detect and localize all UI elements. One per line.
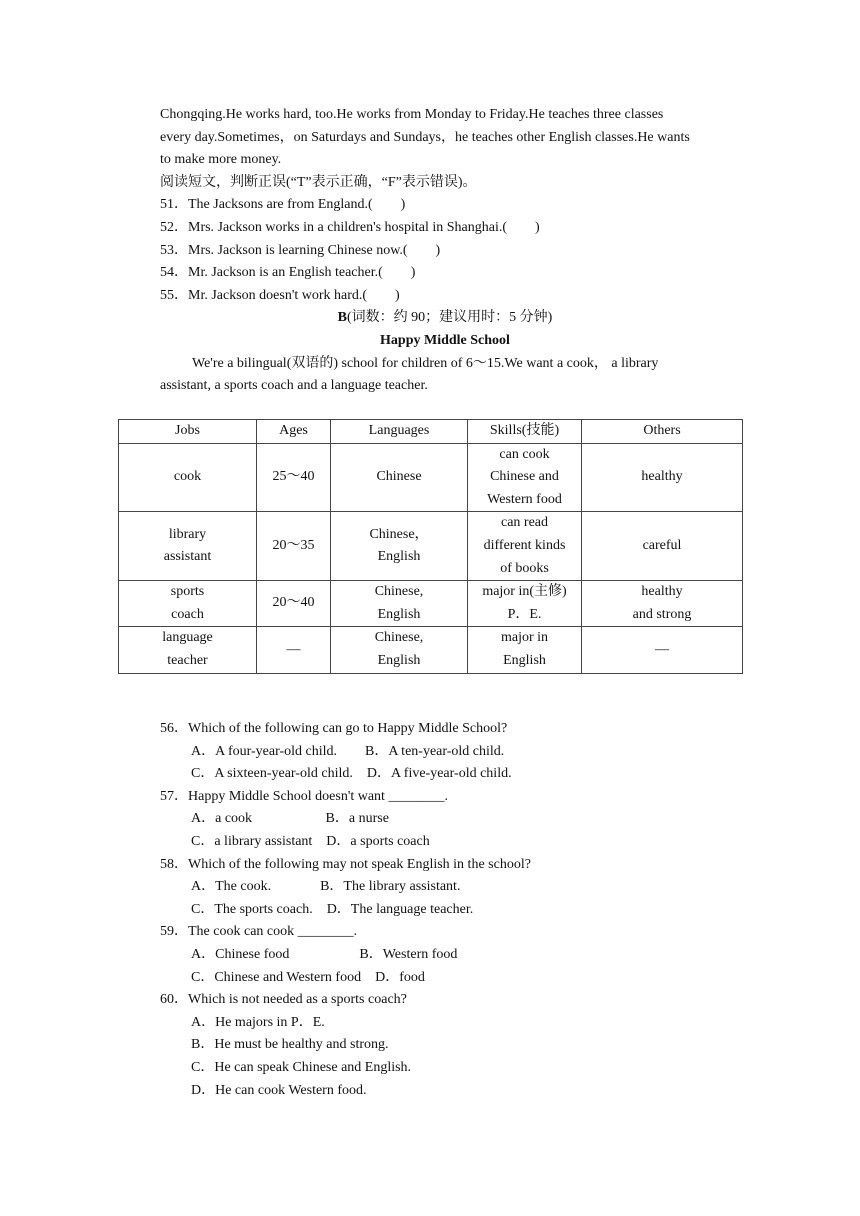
header-skills: Skills(技能)	[468, 420, 582, 444]
header-ages: Ages	[257, 420, 331, 444]
table-cell	[468, 627, 582, 673]
table-cell	[468, 512, 582, 581]
table-cell-line: assistant	[163, 549, 212, 565]
question-option-line: A．Chinese food B．Western food	[191, 946, 458, 962]
table-cell-line: Chinese,	[374, 584, 424, 600]
instruction: 阅读短文，判断正误(“T”表示正确，“F”表示错误)。	[160, 174, 477, 190]
table-cell	[119, 443, 257, 512]
table-cell-line: different kinds	[483, 537, 566, 553]
table-header-row	[119, 420, 743, 444]
table-row	[119, 581, 743, 627]
jobs-table	[118, 419, 743, 674]
table-cell	[468, 581, 582, 627]
table-cell-line: English	[377, 652, 421, 668]
header-jobs: Jobs	[119, 420, 257, 444]
table-cell	[119, 512, 257, 581]
question-option-line: C．Chinese and Western food D．food	[191, 969, 425, 985]
question-option-line: A．The cook. B．The library assistant.	[191, 879, 461, 895]
table-cell-line: major in	[500, 630, 549, 646]
table-cell-line: 20～35	[272, 537, 315, 553]
table-cell	[331, 512, 468, 581]
questions-section	[160, 718, 730, 1102]
table-cell-line: Chinese	[376, 469, 422, 485]
section-b-label: B	[337, 310, 347, 326]
section-b-para-line-1: We're a bilingual(双语的) school for children of 6～15.We want a cook， a library	[192, 355, 659, 371]
question-option-line: A．He majors in P．E.	[191, 1014, 325, 1030]
table-cell	[582, 627, 743, 673]
question-stem: 60．Which is not needed as a sports coach?	[160, 992, 407, 1008]
table-cell	[331, 581, 468, 627]
table-cell-line: —	[286, 641, 301, 657]
table-cell	[119, 581, 257, 627]
table-cell	[331, 627, 468, 673]
tf-item-55: 55．Mr. Jackson doesn't work hard.( )	[160, 287, 400, 303]
question-option-line: A．a cook B．a nurse	[191, 811, 389, 827]
table-cell-line: P．E.	[507, 606, 542, 622]
table-row	[119, 627, 743, 673]
table-cell	[582, 512, 743, 581]
header-others: Others	[582, 420, 743, 444]
question-option-line: D．He can cook Western food.	[191, 1082, 367, 1098]
table-cell-line: of books	[500, 560, 549, 576]
question-stem: 56．Which of the following can go to Happy Middle School?	[160, 721, 508, 736]
section-b-header	[160, 307, 730, 330]
table-cell-line: coach	[171, 606, 204, 622]
tf-item-51: 51．The Jacksons are from England.( )	[160, 197, 406, 213]
table-cell-line: cook	[173, 469, 202, 485]
table-cell	[257, 627, 331, 673]
table-cell-line: and strong	[632, 606, 692, 622]
table-cell-line: careful	[642, 537, 682, 553]
table-cell-line: 25～40	[272, 469, 315, 485]
question-stem: 58．Which of the following may not speak English in the school?	[160, 856, 531, 872]
question-option-line: C．The sports coach. D．The language teacher.	[191, 901, 474, 917]
intro-line-3: to make more money.	[160, 152, 282, 168]
question-option-line: C．a library assistant D．a sports coach	[191, 833, 430, 849]
table-cell-line: Chinese，	[369, 526, 429, 542]
table-cell-line: —	[655, 641, 669, 657]
table-cell-line: English	[377, 606, 421, 622]
table-row	[119, 443, 743, 512]
table-cell	[582, 581, 743, 627]
question-option-line: B．He must be healthy and strong.	[191, 1037, 389, 1053]
question-option-line: C．A sixteen-year-old child. D．A five-year-old child.	[191, 766, 512, 782]
table-cell-line: Chinese,	[374, 630, 424, 646]
table-cell	[582, 443, 743, 512]
table-cell-line: sports	[170, 584, 205, 600]
question-stem: 57．Happy Middle School doesn't want ________.	[160, 788, 448, 804]
table-cell-line: 20～40	[272, 595, 315, 611]
table-cell-line: Chinese and	[490, 469, 559, 485]
table-cell	[257, 512, 331, 581]
jobs-table-wrap	[118, 419, 742, 674]
tf-item-52: 52．Mrs. Jackson works in a children's hospital in Shanghai.( )	[160, 219, 540, 235]
table-cell	[468, 443, 582, 512]
table-cell-line: language	[162, 630, 213, 646]
table-cell	[257, 581, 331, 627]
intro-line-2: every day.Sometimes，on Saturdays and Sundays，he teaches other English classes.He wants	[160, 129, 690, 145]
table-cell-line: library	[168, 526, 207, 542]
table-cell	[331, 443, 468, 512]
question-option-line: C．He can speak Chinese and English.	[191, 1059, 412, 1075]
intro-line-1: Chongqing.He works hard, too.He works from Monday to Friday.He teaches three classes	[160, 107, 664, 122]
table-cell-line: English	[503, 652, 546, 668]
table-cell-line: healthy	[641, 469, 683, 485]
tf-item-53: 53．Mrs. Jackson is learning Chinese now.( )	[160, 242, 441, 258]
table-row	[119, 512, 743, 581]
table-cell-line: can cook	[499, 446, 550, 462]
passage-a-section	[160, 104, 730, 398]
section-b-title: Happy Middle School	[380, 332, 510, 348]
table-cell-line: English	[377, 549, 421, 565]
table-cell-line: Western food	[487, 491, 562, 507]
table-body	[119, 443, 743, 673]
question-option-line: A．A four-year-old child. B．A ten-year-old child.	[191, 743, 505, 759]
tf-item-54: 54．Mr. Jackson is an English teacher.( )	[160, 265, 416, 281]
section-b-meta: (词数：约 90；建议用时：5 分钟)	[347, 310, 553, 326]
table-cell	[257, 443, 331, 512]
question-stem: 59．The cook can cook ________.	[160, 924, 358, 940]
table-cell-line: healthy	[641, 584, 683, 600]
header-languages: Languages	[331, 420, 468, 444]
table-cell-line: can read	[500, 515, 549, 531]
table-cell	[119, 627, 257, 673]
section-b-para-line-2: assistant, a sports coach and a language teacher.	[160, 378, 428, 394]
table-cell-line: teacher	[167, 652, 208, 668]
table-cell-line: major in(主修)	[482, 584, 567, 600]
